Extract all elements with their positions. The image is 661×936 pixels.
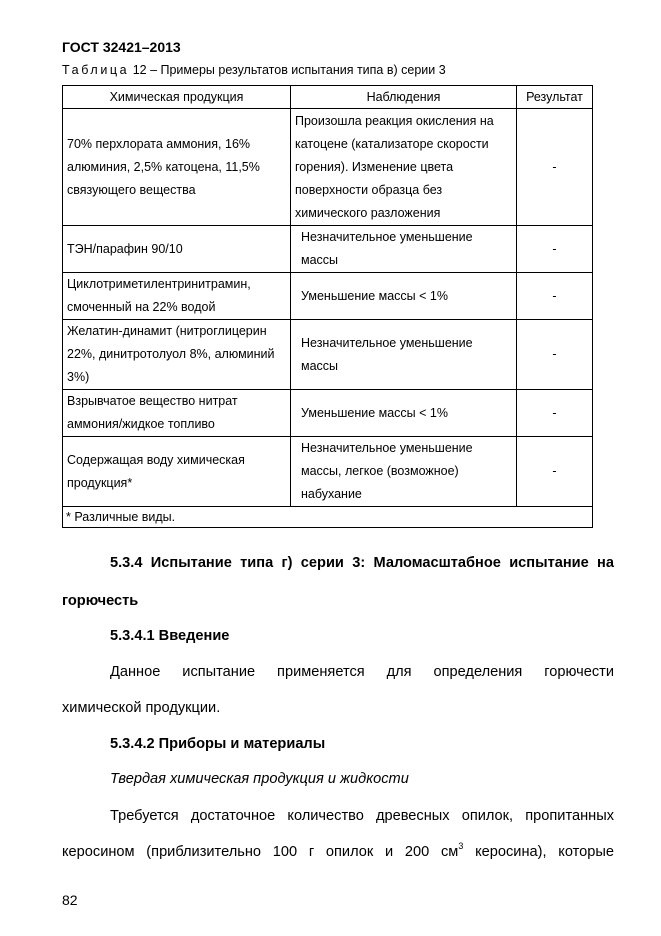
cell-result: - xyxy=(517,226,593,273)
table-caption-label: Таблица xyxy=(62,63,130,77)
table-caption-text: 12 – Примеры результатов испытания типа в) серии 3 xyxy=(129,63,446,77)
section-5-3-4-title-continuation: горючесть xyxy=(62,593,139,609)
cell-observation: Незначительное уменьшение массы xyxy=(291,320,517,390)
table-row xyxy=(63,437,593,507)
section-5-3-4-1-title: 5.3.4.1 Введение xyxy=(110,628,230,644)
table-footnote: * Различные виды. xyxy=(63,507,593,528)
cell-result: - xyxy=(517,390,593,437)
cell-result: - xyxy=(517,109,593,226)
section-5-3-4-2-text-line1: Требуется достаточное количество древесных опилок, пропитанных xyxy=(110,808,614,824)
section-5-3-4-2-subtitle: Твердая химическая продукция и жидкости xyxy=(110,771,409,787)
table-row xyxy=(63,390,593,437)
table-header-row xyxy=(63,86,593,109)
cell-product: ТЭН/парафин 90/10 xyxy=(63,226,291,273)
cell-observation: Уменьшение массы < 1% xyxy=(291,273,517,320)
text-line2-part-a: керосином (приблизительно 100 г опилок и 200 см xyxy=(62,844,459,860)
column-header-result: Результат xyxy=(517,86,593,109)
table-footnote-row xyxy=(63,507,593,528)
table-caption xyxy=(62,63,446,77)
page-number: 82 xyxy=(62,892,78,908)
superscript-cubed: 3 xyxy=(458,841,464,851)
results-table xyxy=(62,85,593,528)
section-5-3-4-1-text-line1: Данное испытание применяется для определения горючести xyxy=(110,664,614,680)
cell-observation: Незначительное уменьшение массы xyxy=(291,226,517,273)
text-line2-part-b: керосина), которые xyxy=(463,844,614,860)
cell-observation: Произошла реакция окисления на катоцене (катализаторе скорости горения). Изменение цвета поверхности образца без химического разложения xyxy=(291,109,517,226)
section-5-3-4-2-text-line2 xyxy=(62,842,614,862)
column-header-observation: Наблюдения xyxy=(291,86,517,109)
cell-product: Содержащая воду химическая продукция* xyxy=(63,437,291,507)
cell-result: - xyxy=(517,320,593,390)
table-row xyxy=(63,320,593,390)
section-5-3-4-title: 5.3.4 Испытание типа г) серии 3: Маломасштабное испытание на xyxy=(110,555,614,571)
cell-observation: Незначительное уменьшение массы, легкое (возможное) набухание xyxy=(291,437,517,507)
table-row xyxy=(63,109,593,226)
section-5-3-4-2-title: 5.3.4.2 Приборы и материалы xyxy=(110,736,326,752)
cell-product: Циклотриметилентринитрамин, смоченный на 22% водой xyxy=(63,273,291,320)
cell-product: Желатин-динамит (нитроглицерин 22%, динитротолуол 8%, алюминий 3%) xyxy=(63,320,291,390)
table-row xyxy=(63,226,593,273)
cell-result: - xyxy=(517,273,593,320)
cell-product: Взрывчатое вещество нитрат аммония/жидкое топливо xyxy=(63,390,291,437)
section-5-3-4-1-text-line2: химической продукции. xyxy=(62,700,221,716)
column-header-product: Химическая продукция xyxy=(63,86,291,109)
cell-result: - xyxy=(517,437,593,507)
cell-observation: Уменьшение массы < 1% xyxy=(291,390,517,437)
cell-product: 70% перхлората аммония, 16% алюминия, 2,5% катоцена, 11,5% связующего вещества xyxy=(63,109,291,226)
table-row xyxy=(63,273,593,320)
document-standard-code: ГОСТ 32421–2013 xyxy=(62,39,181,55)
